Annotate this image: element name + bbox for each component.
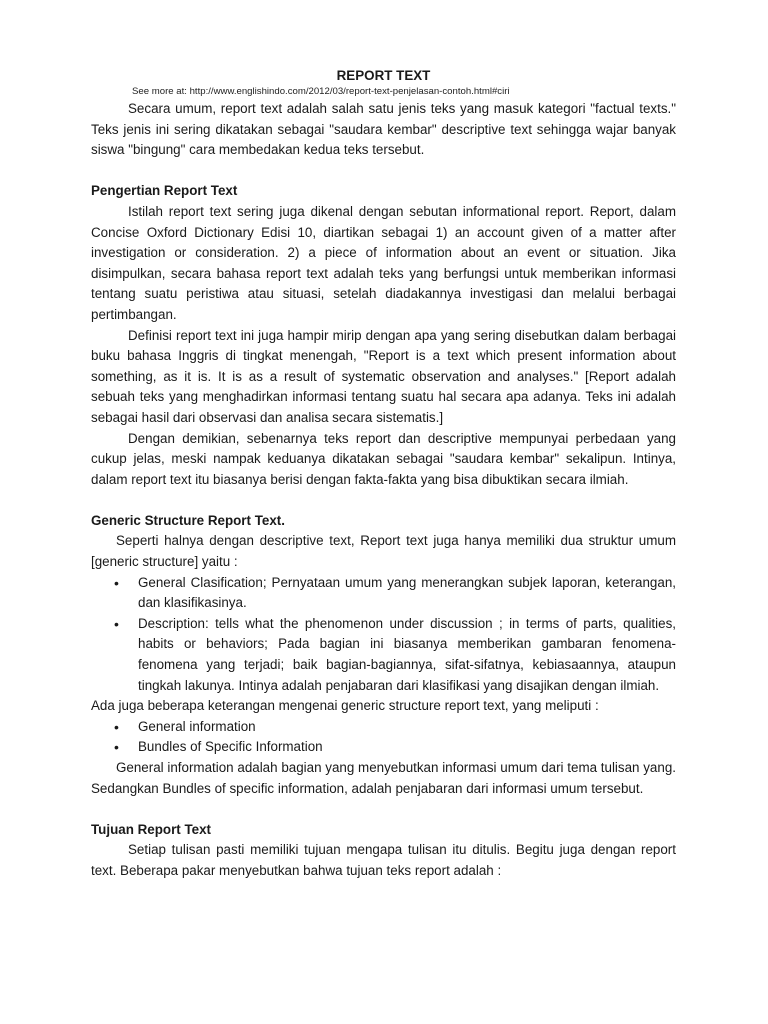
heading-generic-structure: Generic Structure Report Text.: [91, 512, 285, 528]
list-item: [91, 717, 676, 738]
list-item: [91, 614, 676, 696]
bullet-icon: •: [114, 615, 119, 632]
list-item-text: Bundles of Specific Information: [138, 739, 323, 755]
generic-structure-sublist: [91, 717, 676, 758]
list-item-text: General Clasification; Pernyataan umum yang menerangkan subjek laporan, keterangan, dan klasifikasinya.: [138, 574, 676, 611]
spacer: [91, 161, 676, 182]
list-item: [91, 737, 676, 758]
tujuan-paragraph-1: Setiap tulisan pasti memiliki tujuan mengapa tulisan itu ditulis. Begitu juga dengan report text. Beberapa pakar menyebutkan bahwa tujuan teks report adalah :: [91, 842, 676, 878]
list-item-text: Description: tells what the phenomenon under discussion ; in terms of parts, qualities, habits or behaviors; Pada bagian ini biasanya memberikan gambaran fenomena-fenomena yang terjadi; baik bagian-bagiannya, sifat-sifatnya, kebiasaannya, ataupun tingkah lakunya. Intinya adalah penjabaran dari klasifikasi yang disajikan dengan ilmiah.: [138, 615, 676, 693]
generic-structure-paragraph-3: General information adalah bagian yang menyebutkan informasi umum dari tema tulisan yang. Sedangkan Bundles of specific information, adalah penjabaran dari informasi umum tersebut.: [91, 760, 676, 796]
document-title: REPORT TEXT: [336, 68, 431, 83]
heading-pengertian: Pengertian Report Text: [91, 183, 238, 199]
generic-structure-paragraph-1: Seperti halnya dengan descriptive text, Report text juga hanya memiliki dua struktur umum [generic structure] yaitu :: [91, 533, 676, 570]
spacer: [91, 799, 676, 820]
intro-paragraph: Secara umum, report text adalah salah satu jenis teks yang masuk kategori "factual texts." Teks jenis ini sering dikatakan sebagai "saudara kembar" descriptive text sehingga wajar banyak siswa "bingung" cara membedakan kedua teks tersebut.: [91, 101, 676, 158]
generic-structure-list: [91, 573, 676, 697]
bullet-icon: •: [114, 718, 119, 735]
pengertian-paragraph-3: Dengan demikian, sebenarnya teks report dan descriptive mempunyai perbedaan yang cukup jelas, meski nampak keduanya dikatakan sebagai "saudara kembar" sekalipun. Intinya, dalam report text itu biasanya berisi dengan fakta-fakta yang bisa dibuktikan secara ilmiah.: [91, 430, 676, 487]
generic-structure-paragraph-2: Ada juga beberapa keterangan mengenai generic structure report text, yang meliputi :: [91, 698, 599, 714]
spacer: [91, 490, 676, 511]
document-body: [91, 67, 676, 882]
pengertian-paragraph-1: Istilah report text sering juga dikenal dengan sebutan informational report. Report, dalam Concise Oxford Dictionary Edisi 10, diartikan sebagai 1) an account given of a matter after investigation or consideration. 2) a piece of information about an event or situation. Jika disimpulkan, secara bahasa report text adalah teks yang berfungsi untuk memberikan informasi tentang suatu peristiwa atau situasi, setelah diadakannya investigasi dan melalui berbagai pertimbangan.: [91, 203, 676, 322]
source-link[interactable]: See more at: http://www.englishindo.com/2012/03/report-text-penjelasan-contoh.html#ciri: [132, 86, 510, 97]
bullet-icon: •: [114, 739, 119, 756]
list-item: [91, 573, 676, 614]
pengertian-paragraph-2: Definisi report text ini juga hampir mirip dengan apa yang sering disebutkan dalam berbagai buku bahasa Inggris di tingkat menengah, "Report is a text which present information about something, as it is. It is as a result of systematic observation and analyses." [Report adalah sebuah teks yang menghadirkan informasi tentang suatu hal secara apa adanya. Teks ini adalah sebagai hasil dari observasi dan analisa secara sistematis.]: [91, 327, 676, 425]
bullet-icon: •: [114, 574, 119, 591]
heading-tujuan: Tujuan Report Text: [91, 821, 212, 837]
list-item-text: General information: [138, 718, 256, 734]
